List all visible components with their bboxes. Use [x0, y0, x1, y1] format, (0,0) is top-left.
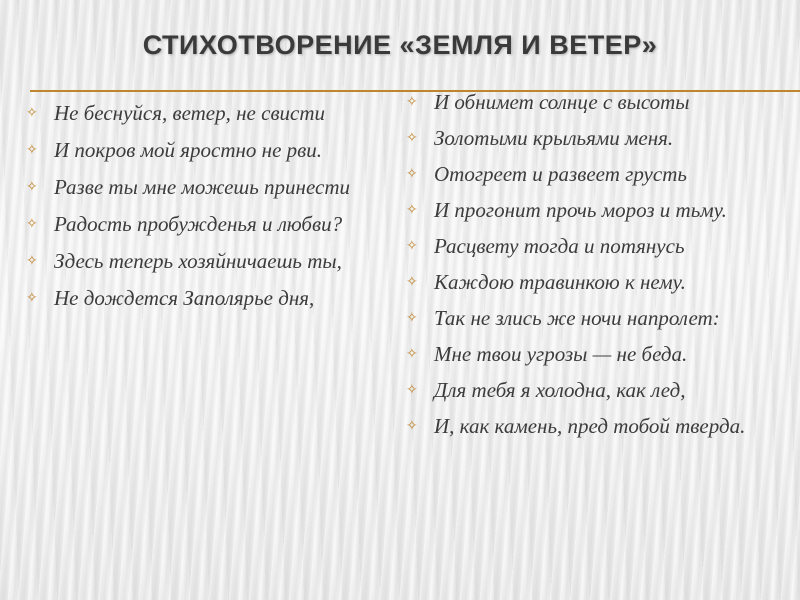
star-bullet-icon: ✧	[406, 202, 418, 218]
poem-line-text: Мне твои угрозы — не беда.	[434, 342, 688, 366]
poem-line	[404, 159, 794, 190]
poem-line	[404, 303, 794, 334]
star-bullet-icon: ✧	[406, 238, 418, 254]
star-bullet-icon: ✧	[406, 274, 418, 290]
poem-line-text: И, как камень, пред тобой тверда.	[434, 414, 746, 438]
star-bullet-icon: ✧	[406, 166, 418, 182]
poem-line-text: И покров мой яростно не рви.	[54, 138, 323, 162]
poem-line-text: И прогонит прочь мороз и тьму.	[434, 198, 727, 222]
star-bullet-icon: ✧	[26, 253, 38, 269]
star-bullet-icon: ✧	[26, 216, 38, 232]
star-bullet-icon: ✧	[406, 310, 418, 326]
poem-line	[24, 98, 374, 129]
star-bullet-icon: ✧	[406, 94, 418, 110]
poem-line-text: Каждою травинкою к нему.	[434, 270, 686, 294]
poem-line	[24, 209, 374, 240]
poem-line-text: Разве ты мне можешь принести	[54, 175, 350, 199]
star-bullet-icon: ✧	[406, 418, 418, 434]
star-bullet-icon: ✧	[26, 179, 38, 195]
poem-line-text: Не беснуйся, ветер, не свисти	[54, 101, 326, 125]
poem-line	[404, 231, 794, 262]
poem-line-text: Золотыми крыльями меня.	[434, 126, 674, 150]
poem-line	[24, 172, 374, 203]
poem-line-text: Здесь теперь хозяйничаешь ты,	[54, 249, 342, 273]
poem-left-column	[24, 98, 374, 320]
poem-line	[404, 267, 794, 298]
star-bullet-icon: ✧	[26, 105, 38, 121]
poem-line-text: Для тебя я холодна, как лед,	[434, 378, 686, 402]
poem-line-text: Расцвету тогда и потянусь	[434, 234, 685, 258]
star-bullet-icon: ✧	[406, 382, 418, 398]
poem-line	[24, 283, 374, 314]
poem-line	[404, 339, 794, 370]
poem-line	[404, 411, 794, 442]
poem-line	[404, 87, 794, 118]
poem-line-text: Так не злись же ночи напролет:	[434, 306, 720, 330]
poem-line-text: Не дождется Заполярье дня,	[54, 286, 315, 310]
star-bullet-icon: ✧	[26, 290, 38, 306]
star-bullet-icon: ✧	[406, 130, 418, 146]
poem-line	[24, 246, 374, 277]
poem-line	[404, 195, 794, 226]
poem-line	[24, 135, 374, 166]
poem-line-text: И обнимет солнце с высоты	[434, 90, 690, 114]
slide-title: СТИХОТВОРЕНИЕ «ЗЕМЛЯ И ВЕТЕР»	[142, 30, 658, 60]
poem-line-text: Отогреет и развеет грусть	[434, 162, 687, 186]
poem-line	[404, 375, 794, 406]
poem-line-text: Радость пробужденья и любви?	[54, 212, 343, 236]
star-bullet-icon: ✧	[26, 142, 38, 158]
poem-right-column	[404, 87, 794, 447]
poem-line	[404, 123, 794, 154]
star-bullet-icon: ✧	[406, 346, 418, 362]
